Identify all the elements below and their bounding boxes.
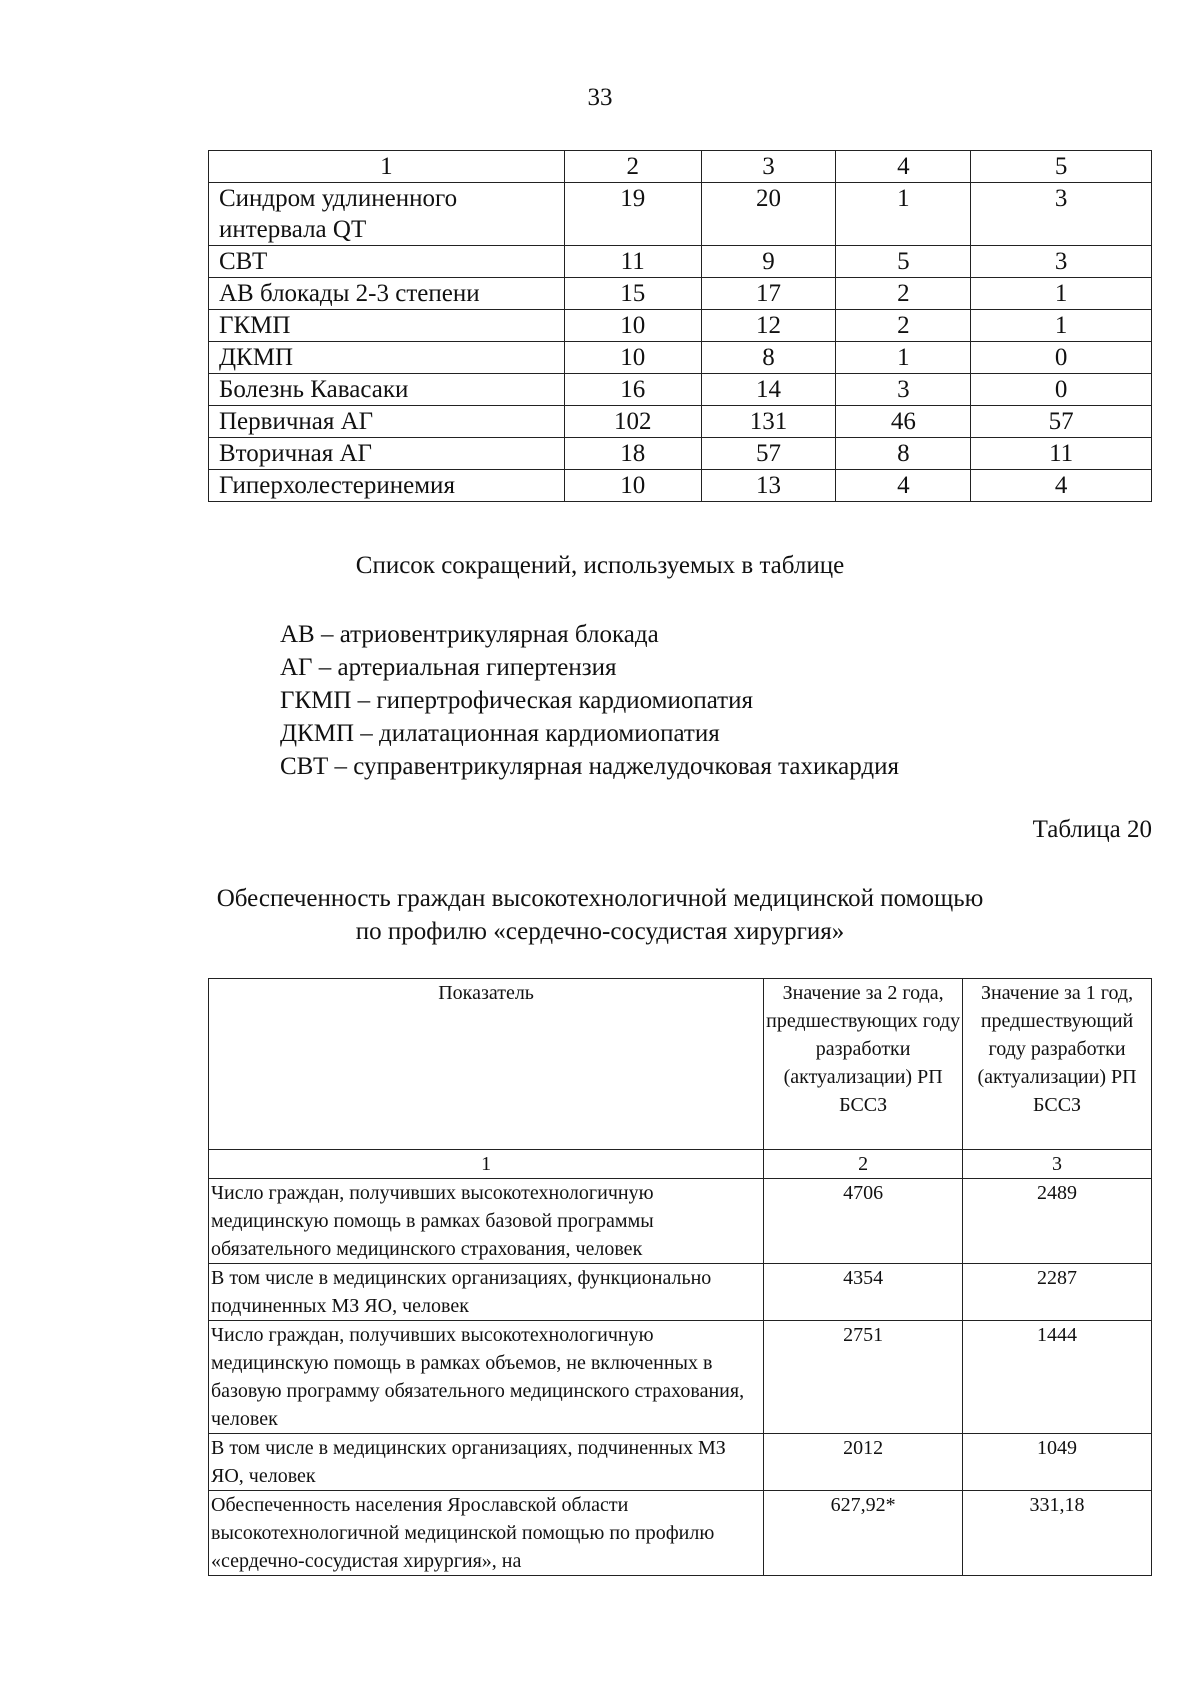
row-label: В том числе в медицинских организациях, функционально подчиненных МЗ ЯО, человек [209,1264,764,1321]
cell: 627,92* [764,1491,963,1576]
hitech-care-table [208,978,1152,1576]
cell: 1 [836,183,971,246]
cell: 16 [564,374,701,406]
table-title [0,882,1200,948]
column-number: 3 [963,1150,1152,1179]
abbreviations-list [280,618,899,783]
table-title-line: по профилю «сердечно-сосудистая хирургия» [355,918,845,945]
cell: 4354 [764,1264,963,1321]
header-one-year: Значение за 1 год, предшествующий году разработки (актуализации) РП БССЗ [963,979,1152,1150]
cell: 2 [836,310,971,342]
cell: 1049 [963,1434,1152,1491]
cell: 17 [701,278,836,310]
table-row [209,342,1152,374]
row-label: Болезнь Кавасаки [209,374,565,406]
cell: 1 [971,278,1152,310]
cell: 2751 [764,1321,963,1434]
cell: 131 [701,406,836,438]
abbreviation-item: ДКМП – дилатационная кардиомиопатия [280,720,720,747]
table-row [209,438,1152,470]
table-row [209,183,1152,246]
cell: 5 [836,246,971,278]
row-label: В том числе в медицинских организациях, подчиненных МЗ ЯО, человек [209,1434,764,1491]
row-label: Обеспеченность населения Ярославской области высокотехнологичной медицинской помощью по профилю «сердечно-сосудистая хирургия», на [209,1491,764,1576]
header-cell: 3 [701,151,836,183]
cell: 14 [701,374,836,406]
column-number-row [209,1150,1152,1179]
row-label: Синдром удлиненного интервала QT [209,183,565,246]
cell: 10 [564,342,701,374]
cell: 4706 [764,1179,963,1264]
abbreviation-item: АГ – артериальная гипертензия [280,654,617,681]
table-row [209,1179,1152,1264]
page-number: 33 [587,84,613,111]
cell: 331,18 [963,1491,1152,1576]
cell: 11 [564,246,701,278]
cell: 2 [836,278,971,310]
table-row [209,246,1152,278]
cell: 10 [564,470,701,502]
abbreviations-title: Список сокращений, используемых в таблице [355,552,845,579]
row-label: ДКМП [209,342,565,374]
cell: 46 [836,406,971,438]
table-row [209,310,1152,342]
cell: 3 [971,183,1152,246]
row-label: Вторичная АГ [209,438,565,470]
cell: 19 [564,183,701,246]
table-title-line: Обеспеченность граждан высокотехнологичной медицинской помощью [216,885,984,912]
cell: 102 [564,406,701,438]
row-label: Первичная АГ [209,406,565,438]
header-cell: 2 [564,151,701,183]
table-row [209,1321,1152,1434]
cell: 1 [836,342,971,374]
header-two-years: Значение за 2 года, предшествующих году разработки (актуализации) РП БССЗ [764,979,963,1150]
cell: 15 [564,278,701,310]
table-row [209,406,1152,438]
header-cell: 1 [209,151,565,183]
cell: 9 [701,246,836,278]
cell: 2287 [963,1264,1152,1321]
row-label: Число граждан, получивших высокотехнологичную медицинскую помощь в рамках объемов, не включенных в базовую программу обязательного медицинского страхования, человек [209,1321,764,1434]
abbreviation-item: ГКМП – гипертрофическая кардиомиопатия [280,687,753,714]
header-indicator: Показатель [209,979,764,1150]
cell: 18 [564,438,701,470]
header-cell: 5 [971,151,1152,183]
table-row [209,1264,1152,1321]
table-number-label: Таблица 20 [1032,816,1152,843]
abbreviation-item: СВТ – суправентрикулярная наджелудочковая тахикардия [280,753,899,780]
row-label: СВТ [209,246,565,278]
cell: 11 [971,438,1152,470]
header-cell: 4 [836,151,971,183]
cell: 3 [836,374,971,406]
table-row [209,1434,1152,1491]
cell: 57 [701,438,836,470]
cell: 2489 [963,1179,1152,1264]
column-number: 1 [209,1150,764,1179]
table-header-row [209,979,1152,1150]
cell: 20 [701,183,836,246]
table-row [209,1491,1152,1576]
column-number: 2 [764,1150,963,1179]
cell: 1 [971,310,1152,342]
row-label: ГКМП [209,310,565,342]
cell: 4 [971,470,1152,502]
cell: 0 [971,374,1152,406]
abbreviation-item: АВ – атриовентрикулярная блокада [280,621,659,648]
table-header-row [209,151,1152,183]
cell: 13 [701,470,836,502]
table-row [209,374,1152,406]
row-label: Число граждан, получивших высокотехнологичную медицинскую помощь в рамках базовой программы обязательного медицинского страхования, человек [209,1179,764,1264]
cell: 10 [564,310,701,342]
cell: 0 [971,342,1152,374]
cell: 3 [971,246,1152,278]
cell: 57 [971,406,1152,438]
cell: 8 [836,438,971,470]
cell: 1444 [963,1321,1152,1434]
row-label: АВ блокады 2-3 степени [209,278,565,310]
cell: 4 [836,470,971,502]
cell: 8 [701,342,836,374]
cell: 2012 [764,1434,963,1491]
table-row [209,470,1152,502]
table-row [209,278,1152,310]
row-label: Гиперхолестеринемия [209,470,565,502]
cell: 12 [701,310,836,342]
diagnosis-table [208,150,1152,502]
